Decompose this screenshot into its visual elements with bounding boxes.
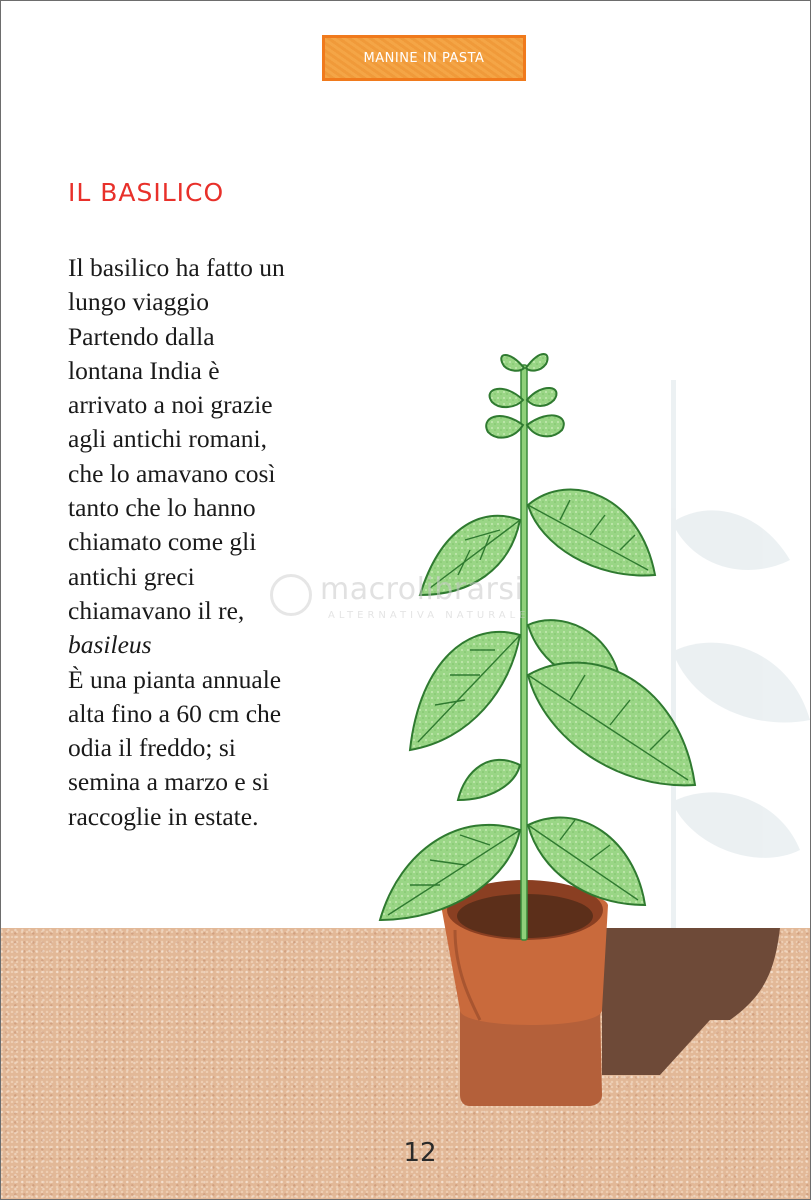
page-number: 12 <box>403 1138 437 1168</box>
basil-plant-illustration <box>370 330 811 1130</box>
basil-leaves <box>380 354 695 920</box>
body-line: È una pianta annuale <box>68 664 282 694</box>
body-line: che lo amavano così <box>68 458 276 488</box>
body-line: raccoglie in estate. <box>68 801 259 831</box>
plant-shadow-reflection <box>671 380 810 940</box>
body-line-italic: basileus <box>68 630 152 660</box>
body-line: arrivato a noi grazie <box>68 390 273 420</box>
section-title: IL BASILICO <box>68 178 225 207</box>
watermark-tagline: ALTERNATIVA NATURALE <box>328 610 530 621</box>
body-line: agli antichi romani, <box>68 424 267 454</box>
body-line: chiamavano il re, <box>68 595 245 625</box>
body-line: tanto che lo hanno <box>68 493 256 523</box>
body-line: odia il freddo; si <box>68 733 236 763</box>
body-line: alta fino a 60 cm che <box>68 698 282 728</box>
body-line: Il basilico ha fatto un <box>68 253 285 282</box>
body-line: chiamato come gli <box>68 527 257 557</box>
body-line: lontana India è <box>68 355 220 385</box>
body-line: antichi greci <box>68 561 195 591</box>
running-header-label: MANINE IN PASTA <box>363 50 485 66</box>
pot-shadow <box>602 928 780 1075</box>
body-line: semina a marzo e si <box>68 767 270 797</box>
body-line: lungo viaggio <box>68 287 209 317</box>
running-header-tag <box>322 35 526 81</box>
body-paragraph <box>68 251 368 834</box>
watermark-brand: macrolibrarsi <box>320 572 524 607</box>
body-line: Partendo dalla <box>68 321 215 351</box>
plant-stem <box>521 365 527 940</box>
